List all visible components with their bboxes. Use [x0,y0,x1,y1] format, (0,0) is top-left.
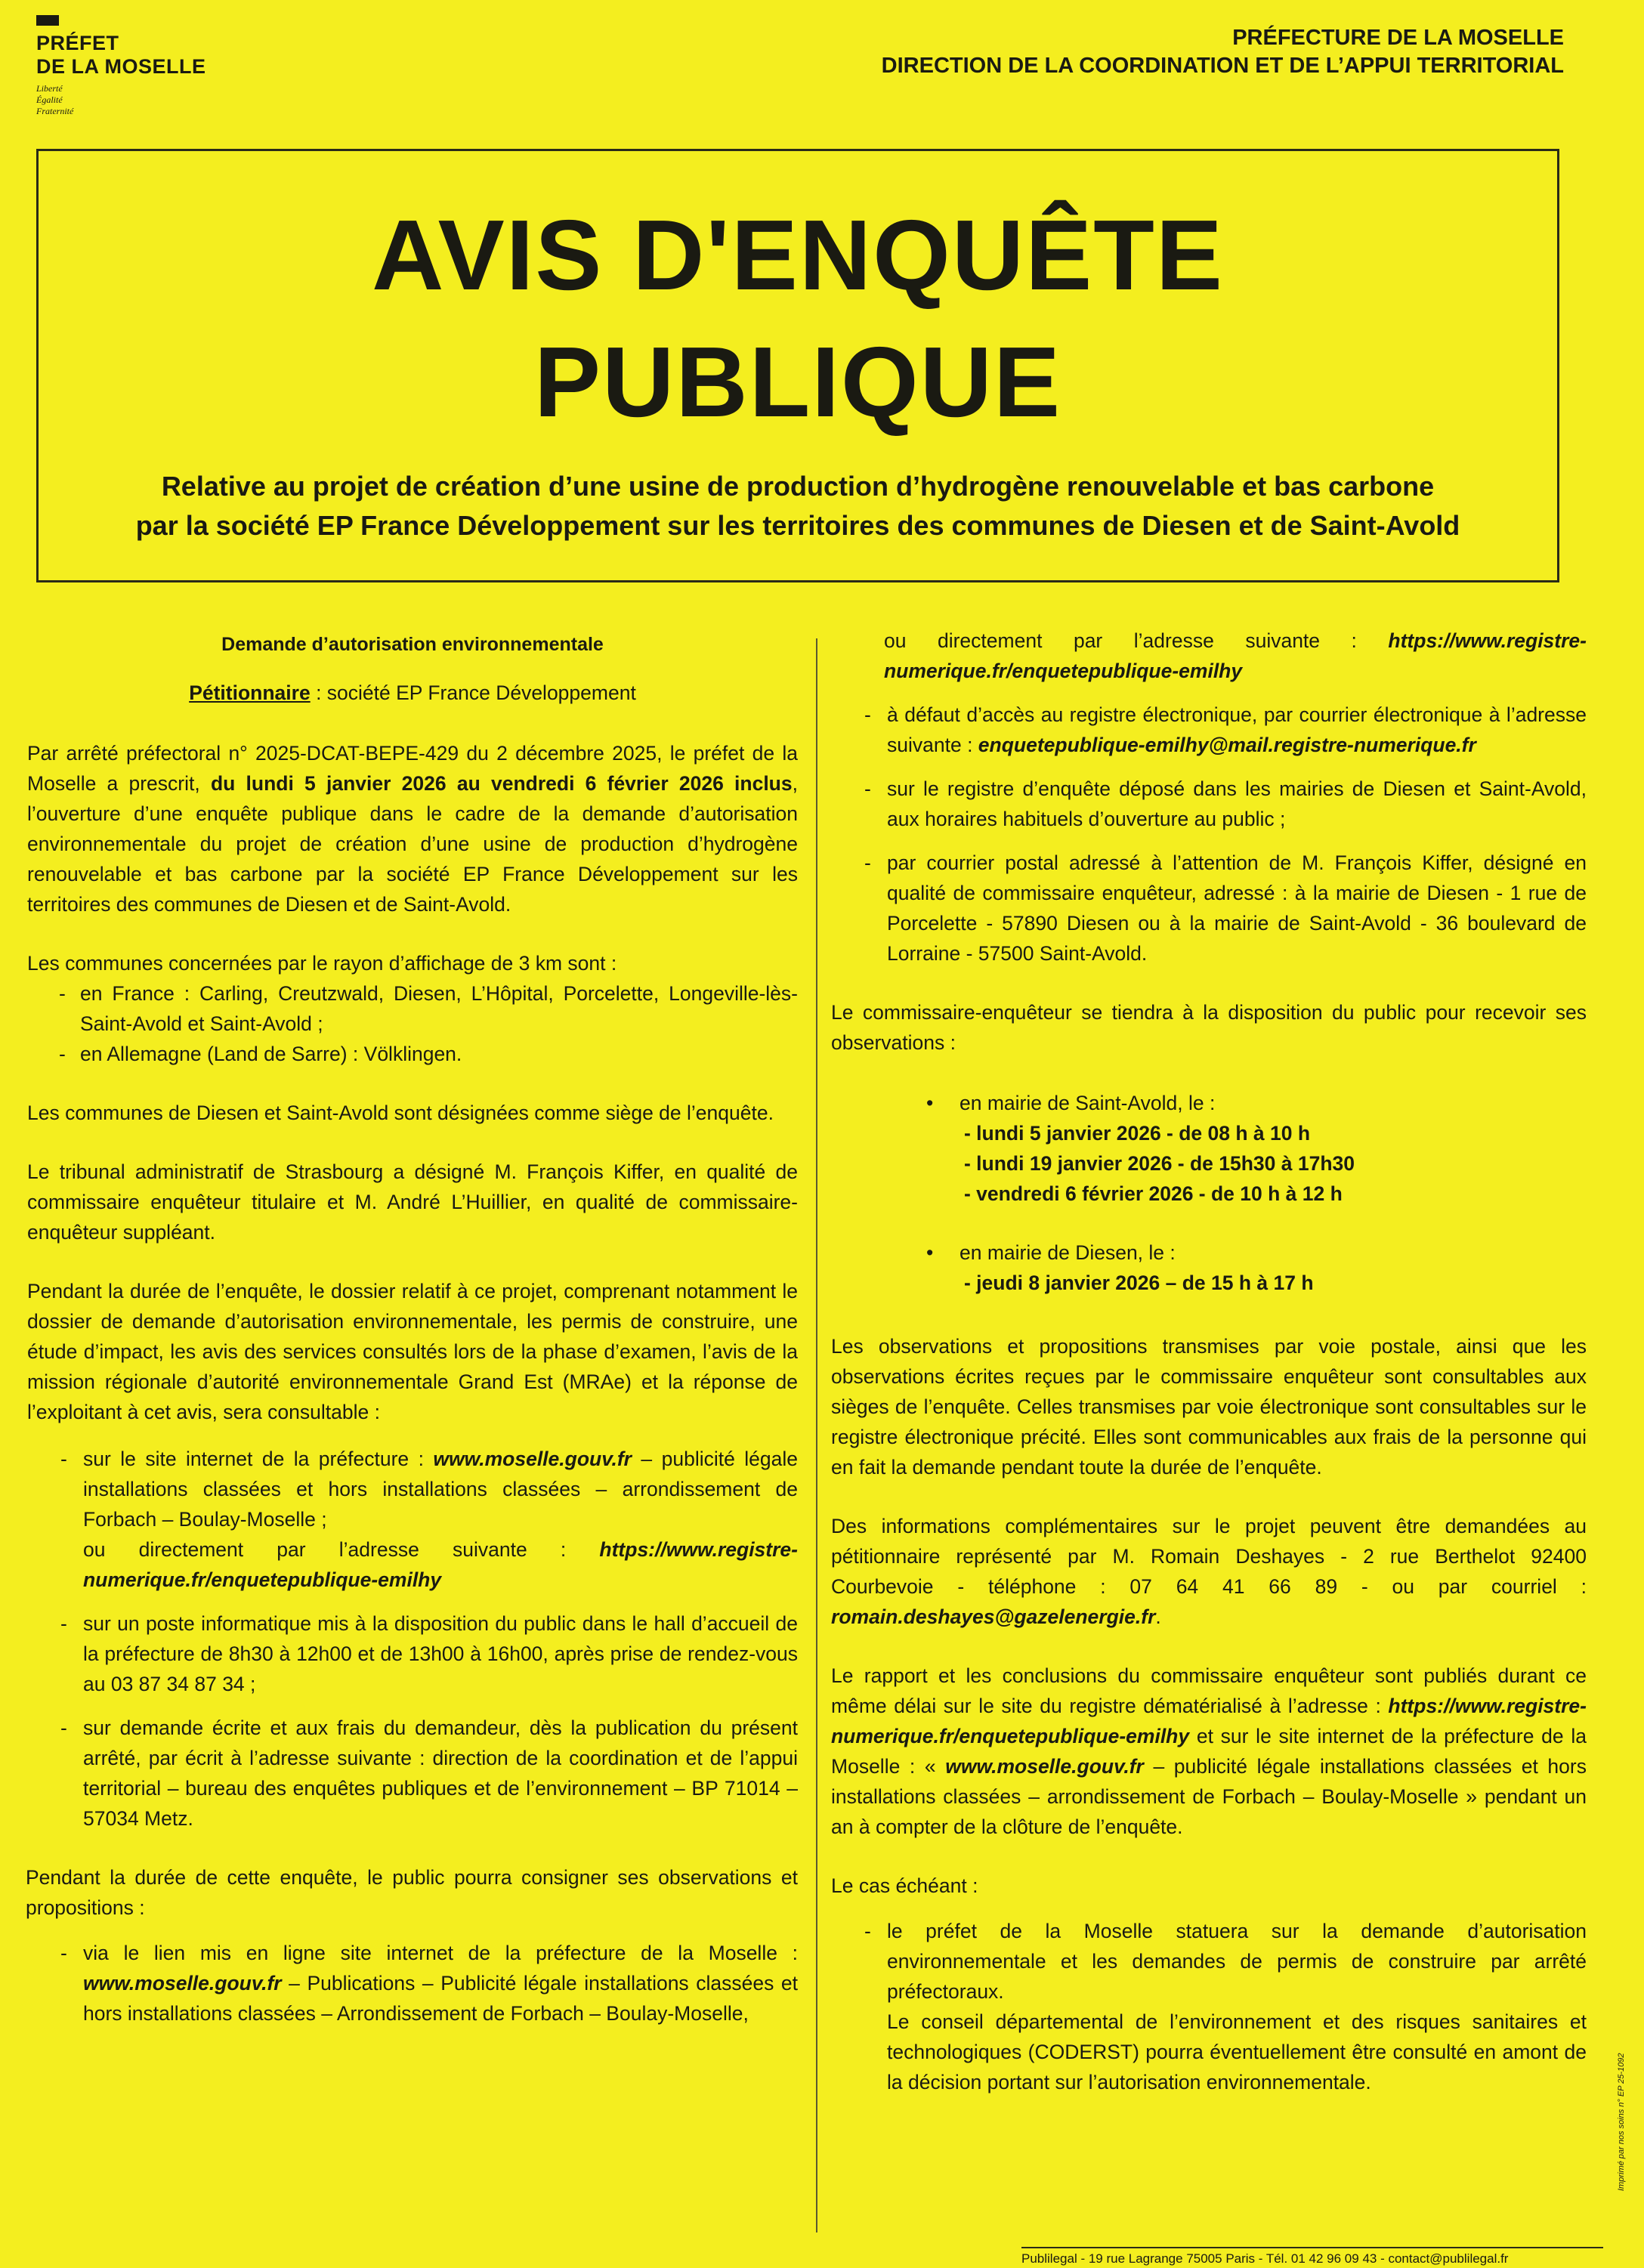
paragraph-tribunal: Le tribunal administratif de Strasbourg a désigné M. François Kiffer, en qualité de commissaire enquêteur titulaire et M. André L’Huillier, en qualité de commissaire-enquêteur suppléant. [27,1160,798,1244]
rapport-text-a: Le rapport et les conclusions du commissaire enquêteur sont publiés durant ce même délai sur le site du registre dématérialisé à l’adresse : [831,1664,1587,1717]
registre-email[interactable]: enquetepublique-emilhy@mail.registre-numerique.fr [978,734,1476,756]
cas-list [831,1916,1587,2097]
left-column [27,629,798,2029]
consultation-list [27,1444,798,1834]
communes-intro: Les communes concernées par le rayon d’affichage de 3 km sont : [27,952,617,975]
item1-text-c: ou directement par l’adresse suivante : [83,1538,600,1561]
right-column [831,626,1587,2097]
list-item [831,1916,1587,2097]
r-item1-text: à défaut d’accès au registre électronique, par courrier électronique à l’adresse suivante : [887,703,1587,756]
mairie-saint-avold: • en mairie de Saint-Avold, le : [831,1088,1587,1118]
title-box [36,149,1559,582]
info-end: . [1155,1605,1161,1628]
registre-url[interactable]: https://www.registre-numerique.fr/enquetepublique-emilhy [83,1538,798,1591]
registre-url[interactable]: https://www.registre-numerique.fr/enquetepublique-emilhy [831,1695,1587,1747]
schedule-diesen [831,1268,1587,1298]
petitionnaire [27,678,798,708]
header-authority [882,24,1564,80]
subtitle-line2: par la société EP France Développement sur les territoires des communes de Diesen et de Saint-Avold [135,510,1460,541]
header-prefecture: PRÉFECTURE DE LA MOSELLE [1232,26,1564,50]
item1-text-a: sur le site internet de la préfecture : [83,1448,434,1470]
arrete-text-a: Par arrêté préfectoral n° 2025-DCAT-BEPE-429 du 2 décembre 2025, le préfet de la Moselle a prescrit, [27,742,798,795]
list-item: - sur un poste informatique mis à la disposition du public dans le hall d’accueil de la préfecture de 8h30 à 12h00 et de 13h00 à 16h00, après prise de rendez-vous au 03 87 34 87 34 ; [27,1608,798,1699]
paragraph-dossier: Pendant la durée de l’enquête, le dossier relatif à ce projet, comprenant notamment le dossier de demande d’autorisation environnementale, les permis de construire, une étude d’impact, les avis des services consultés lors de la phase d’examen, l’avis de la mission régionale d’autorité environnementale Grand Est (MRAe) et la réponse de l’exploitant à cet avis, sera consultable : [27,1280,798,1423]
registre-url[interactable]: https://www.registre-numerique.fr/enquetepublique-emilhy [884,629,1587,682]
prefecture-url[interactable]: www.moselle.gouv.fr [83,1972,282,1995]
prefet-logo [36,15,206,117]
cas-item-b: Le conseil départemental de l’environnement et des risques sanitaires et technologiques (CODERST) pourra éventuellement être consulté en amont de la décision portant sur l’autorisation environnementale. [887,2010,1587,2093]
prefecture-url[interactable]: www.moselle.gouv.fr [945,1755,1144,1778]
paragraph-rapport [831,1661,1587,1842]
continued-url-line [831,626,1587,686]
header-direction: DIRECTION DE LA COORDINATION ET DE L’APPUI TERRITORIAL [881,54,1564,78]
list-item: - sur demande écrite et aux frais du demandeur, dès la publication du présent arrêté, par écrit à l’adresse suivante : direction de la coordination et de l’appui territorial – bureau des enquêtes publiques et de l’environnement – BP 71014 – 57034 Metz. [27,1713,798,1834]
rapport-text-b: et sur le site internet de la préfecture de la Moselle : « [831,1725,1587,1778]
schedule-item: - jeudi 8 janvier 2026 – de 15 h à 17 h [964,1272,1314,1294]
prefecture-url[interactable]: www.moselle.gouv.fr [433,1448,632,1470]
schedule-saint-avold [831,1118,1587,1209]
logo-motto [36,83,206,117]
cont-text: ou directement par l’adresse suivante : [884,629,1389,652]
paragraph-observations: Pendant la durée de cette enquête, le public pourra consigner ses observations et propositions : [26,1866,798,1919]
section-heading: Demande d’autorisation environnementale [221,634,604,655]
observations-list-continued [831,700,1587,969]
paragraph-commissaire: Le commissaire-enquêteur se tiendra à la disposition du public pour recevoir ses observations : [831,1001,1587,1054]
motto-liberte: Liberté [36,83,63,94]
paragraph-siege: Les communes de Diesen et Saint-Avold sont désignées comme siège de l’enquête. [27,1102,774,1124]
paragraph-arrete [27,738,798,919]
obs1-text-a: via le lien mis en ligne site internet de la préfecture de la Moselle : [83,1942,798,1964]
list-item: - sur le registre d’enquête déposé dans les mairies de Diesen et Saint-Avold, aux horaires habituels d’ouverture au public ; [831,774,1587,834]
arrete-dates: du lundi 5 janvier 2026 au vendredi 6 février 2026 inclus [210,772,793,795]
logo-line1: PRÉFET [36,32,119,54]
rapport-text-c: – publicité légale installations classées et hors installations classées – arrondissement de Forbach – Boulay-Moselle » pendant un an à compter de la clôture de l’enquête. [831,1755,1587,1838]
list-item: - en France : Carling, Creutzwald, Diesen, L’Hôpital, Porcelette, Longeville-lès-Saint-Avold et Saint-Avold ; [54,978,798,1039]
communes-list [54,978,798,1069]
petitionnaire-label: Pétitionnaire [189,681,311,704]
list-item [831,700,1587,760]
list-item: - par courrier postal adressé à l’attention de M. François Kiffer, désigné en qualité de commissaire enquêteur, adressé : à la mairie de Diesen - 1 rue de Porcelette - 57890 Diesen ou à la mairie de Saint-Avold - 36 boulevard de Lorraine - 57500 Saint-Avold. [831,848,1587,969]
print-reference: Imprimé par nos soins n° EP 25-1092 [1617,2053,1626,2191]
motto-fraternite: Fraternité [36,106,74,116]
logo-line2: DE LA MOSELLE [36,55,206,78]
mairie-diesen: • en mairie de Diesen, le : [831,1238,1587,1268]
title-line2: PUBLIQUE [533,326,1062,437]
petitionnaire-value: : société EP France Développement [310,681,636,704]
observations-list [27,1938,798,2029]
cas-item-a: le préfet de la Moselle statuera sur la demande d’autorisation environnementale et les demandes de permis de construire par arrêté préfectoraux. [887,1920,1587,2003]
item1-text-b: – publicité légale installations classées et hors installations classées – arrondissement de Forbach – Boulay-Moselle ; [83,1448,798,1531]
list-item [27,1938,798,2029]
list-item [27,1444,798,1595]
motto-egalite: Égalité [36,94,63,105]
schedule-item: - lundi 5 janvier 2026 - de 08 h à 10 h [964,1122,1311,1145]
column-divider [816,638,817,2232]
title-line1: AVIS D'ENQUÊTE [372,199,1224,311]
footer-publisher: Publilegal - 19 rue Lagrange 75005 Paris - Tél. 01 42 96 09 43 - contact@publilegal.fr [1021,2247,1603,2268]
schedule-item: - lundi 19 janvier 2026 - de 15h30 à 17h30 [964,1152,1355,1175]
paragraph-informations [831,1511,1587,1632]
notice-subtitle [39,467,1557,545]
list-item: - en Allemagne (Land de Sarre) : Völklingen. [54,1039,798,1069]
notice-title [39,192,1557,446]
paragraph-transmises: Les observations et propositions transmises par voie postale, ainsi que les observations écrites reçues par le commissaire enquêteur sont consultables aux sièges de l’enquête. Celles transmises par voie électronique sont consultables sur le registre électronique précité. Elles sont communicables aux frais de la personne qui en fait la demande pendant toute la durée de l’enquête. [831,1335,1587,1479]
subtitle-line1: Relative au projet de création d’une usine de production d’hydrogène renouvelable et bas carbone [161,471,1435,502]
paragraph-cas-echeant: Le cas échéant : [831,1874,978,1897]
schedule-item: - vendredi 6 février 2026 - de 10 h à 12 h [964,1182,1343,1205]
arrete-text-b: , l’ouverture d’une enquête publique dans le cadre de la demande d’autorisation environnementale du projet de création d’une usine de production d’hydrogène renouvelable et bas carbone par la société EP France Développement sur les territoires des communes de Diesen et de Saint-Avold. [27,772,798,916]
obs1-text-b: – Publications – Publicité légale installations classées et hors installations classées – Arrondissement de Forbach – Boulay-Moselle, [83,1972,798,2025]
marianne-logo-icon [36,15,59,26]
contact-email[interactable]: romain.deshayes@gazelenergie.fr [831,1605,1156,1628]
info-text: Des informations complémentaires sur le projet peuvent être demandées au pétitionnaire représenté par M. Romain Deshayes - 2 rue Berthelot 92400 Courbevoie - téléphone : 07 64 41 66 89 - ou par courriel : [831,1515,1587,1598]
